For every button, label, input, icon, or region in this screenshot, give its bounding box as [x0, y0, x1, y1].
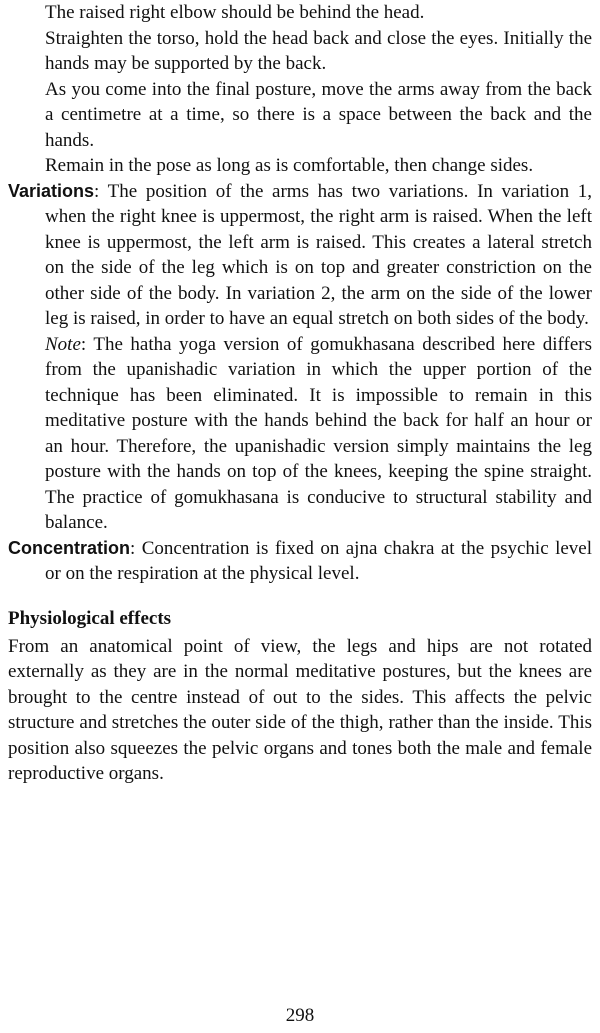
concentration-label: Concentration	[8, 537, 131, 558]
note-label: Note	[45, 333, 81, 355]
physiological-effects-text: From an anatomical point of view, the legs and hips are not rotated externally as they are in the normal meditative postures, but the knees are brought to the centre instead of out to the sides. This affects the pelvic structure and stretches the outer side of the thigh, rather than the inside. This position also squeezes the pelvic organs and tones both the male and female reproductive organs.	[8, 635, 592, 784]
instruction-steps	[8, 0, 592, 179]
concentration-paragraph	[8, 536, 592, 587]
instruction-step-3: As you come into the final posture, move the arms away from the back a centimetre at a time, so there is a space between the back and the hands.	[45, 78, 592, 151]
variations-label: Variations	[8, 180, 95, 201]
variations-text: : The position of the arms has two variations. In variation 1, when the right knee is uppermost, the right arm is raised. When the left knee is uppermost, the left arm is raised. This creates a lateral stretch on the side of the leg which is on top and greater constriction on the other side of the body. In variation 2, the arm on the side of the lower leg is raised, in order to have an equal stretch on both sides of the body.	[45, 180, 592, 329]
variations-paragraph	[8, 179, 592, 332]
instruction-step-2: Straighten the torso, hold the head back and close the eyes. Initially the hands may be supported by the back.	[45, 27, 592, 74]
page-number: 298	[285, 1005, 315, 1026]
note-paragraph	[8, 332, 592, 536]
instruction-step-4: Remain in the pose as long as is comfortable, then change sides.	[45, 155, 534, 176]
concentration-text: : Concentration is fixed on ajna chakra at the psychic level or on the respiration at the physical level.	[45, 537, 592, 584]
book-page	[8, 0, 592, 1033]
physiological-effects-heading: Physiological effects	[8, 607, 172, 629]
instruction-step-1: The raised right elbow should be behind the head.	[45, 2, 425, 23]
note-text: : The hatha yoga version of gomukhasana described here differs from the upanishadic variation in which the upper portion of the technique has been eliminated. It is impossible to remain in this meditative posture with the hands behind the back for half an hour or an hour. Therefore, the upanishadic version simply maintains the leg posture with the hands on top of the knees, keeping the spine straight. The practice of gomukhasana is conducive to structural stability and balance.	[45, 333, 592, 533]
